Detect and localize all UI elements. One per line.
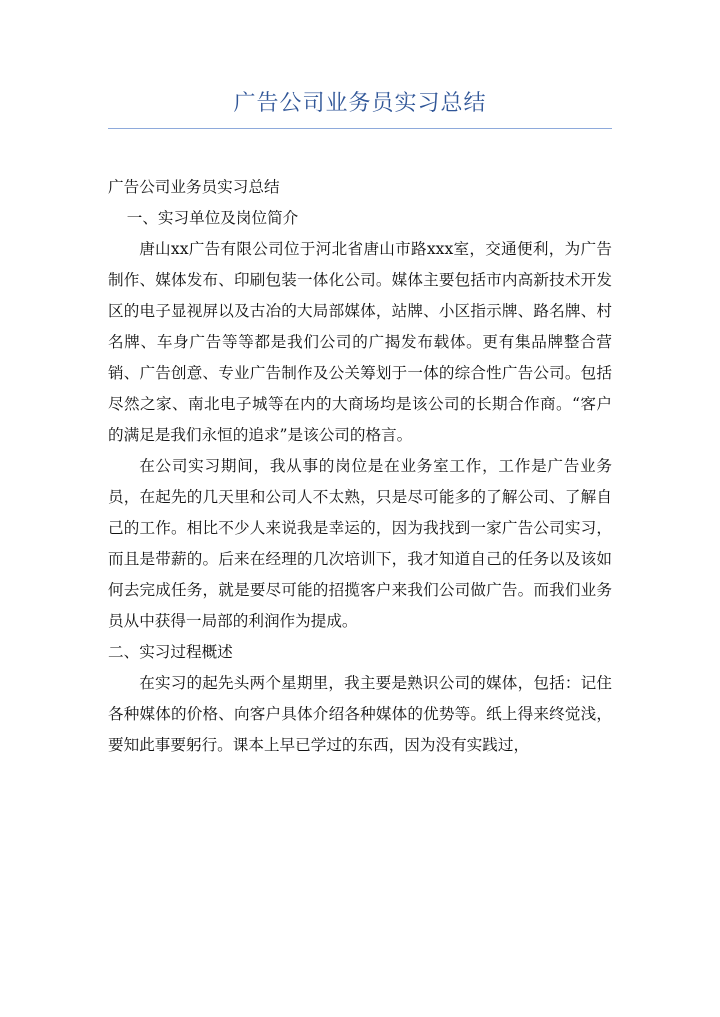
paragraph-process-overview: 在实习的起先头两个星期里，我主要是熟识公司的媒体，包括：记住各种媒体的价格、向客户具体介绍各种媒体的优势等。纸上得来终觉浅，要知此事要躬行。课本上早已学过的东西，因为没有实践过， (108, 674, 612, 754)
section-heading-2: 二、实习过程概述 (108, 643, 233, 661)
title-divider (108, 128, 612, 129)
paragraph-company-intro: 唐山xx广告有限公司位于河北省唐山市路xxx室，交通便利，为广告制作、媒体发布、印刷包装一体化公司。媒体主要包括市内高新技术开发区的电子显视屏以及古冶的大局部媒体，站牌、小区指示牌、路名牌、村名牌、车身广告等等都是我们公司的广揭发布载体。更有集品牌整合营销、广告创意、专业广告制作及公关筹划于一体的综合性广告公司。包括尽然之家、南北电子城等在内的大商场均是该公司的长期合作商。“客户的满足是我们永恒的追求”是该公司的格言。 (108, 240, 612, 444)
section-heading-1: 一、实习单位及岗位简介 (126, 209, 299, 227)
paragraph-position-duties: 在公司实习期间，我从事的岗位是在业务室工作，工作是广告业务员，在起先的几天里和公司人不太熟，只是尽可能多的了解公司、了解自己的工作。相比不少人来说我是幸运的，因为我找到一家广告公司实习，而且是带薪的。后来在经理的几次培训下，我才知道自己的任务以及该如何去完成任务，就是要尽可能的招揽客户来我们公司做广告。而我们业务员从中获得一局部的利润作为提成。 (108, 457, 612, 630)
document-subtitle: 广告公司业务员实习总结 (108, 178, 280, 196)
document-body (108, 172, 612, 761)
document-title: 广告公司业务员实习总结 (233, 91, 487, 116)
